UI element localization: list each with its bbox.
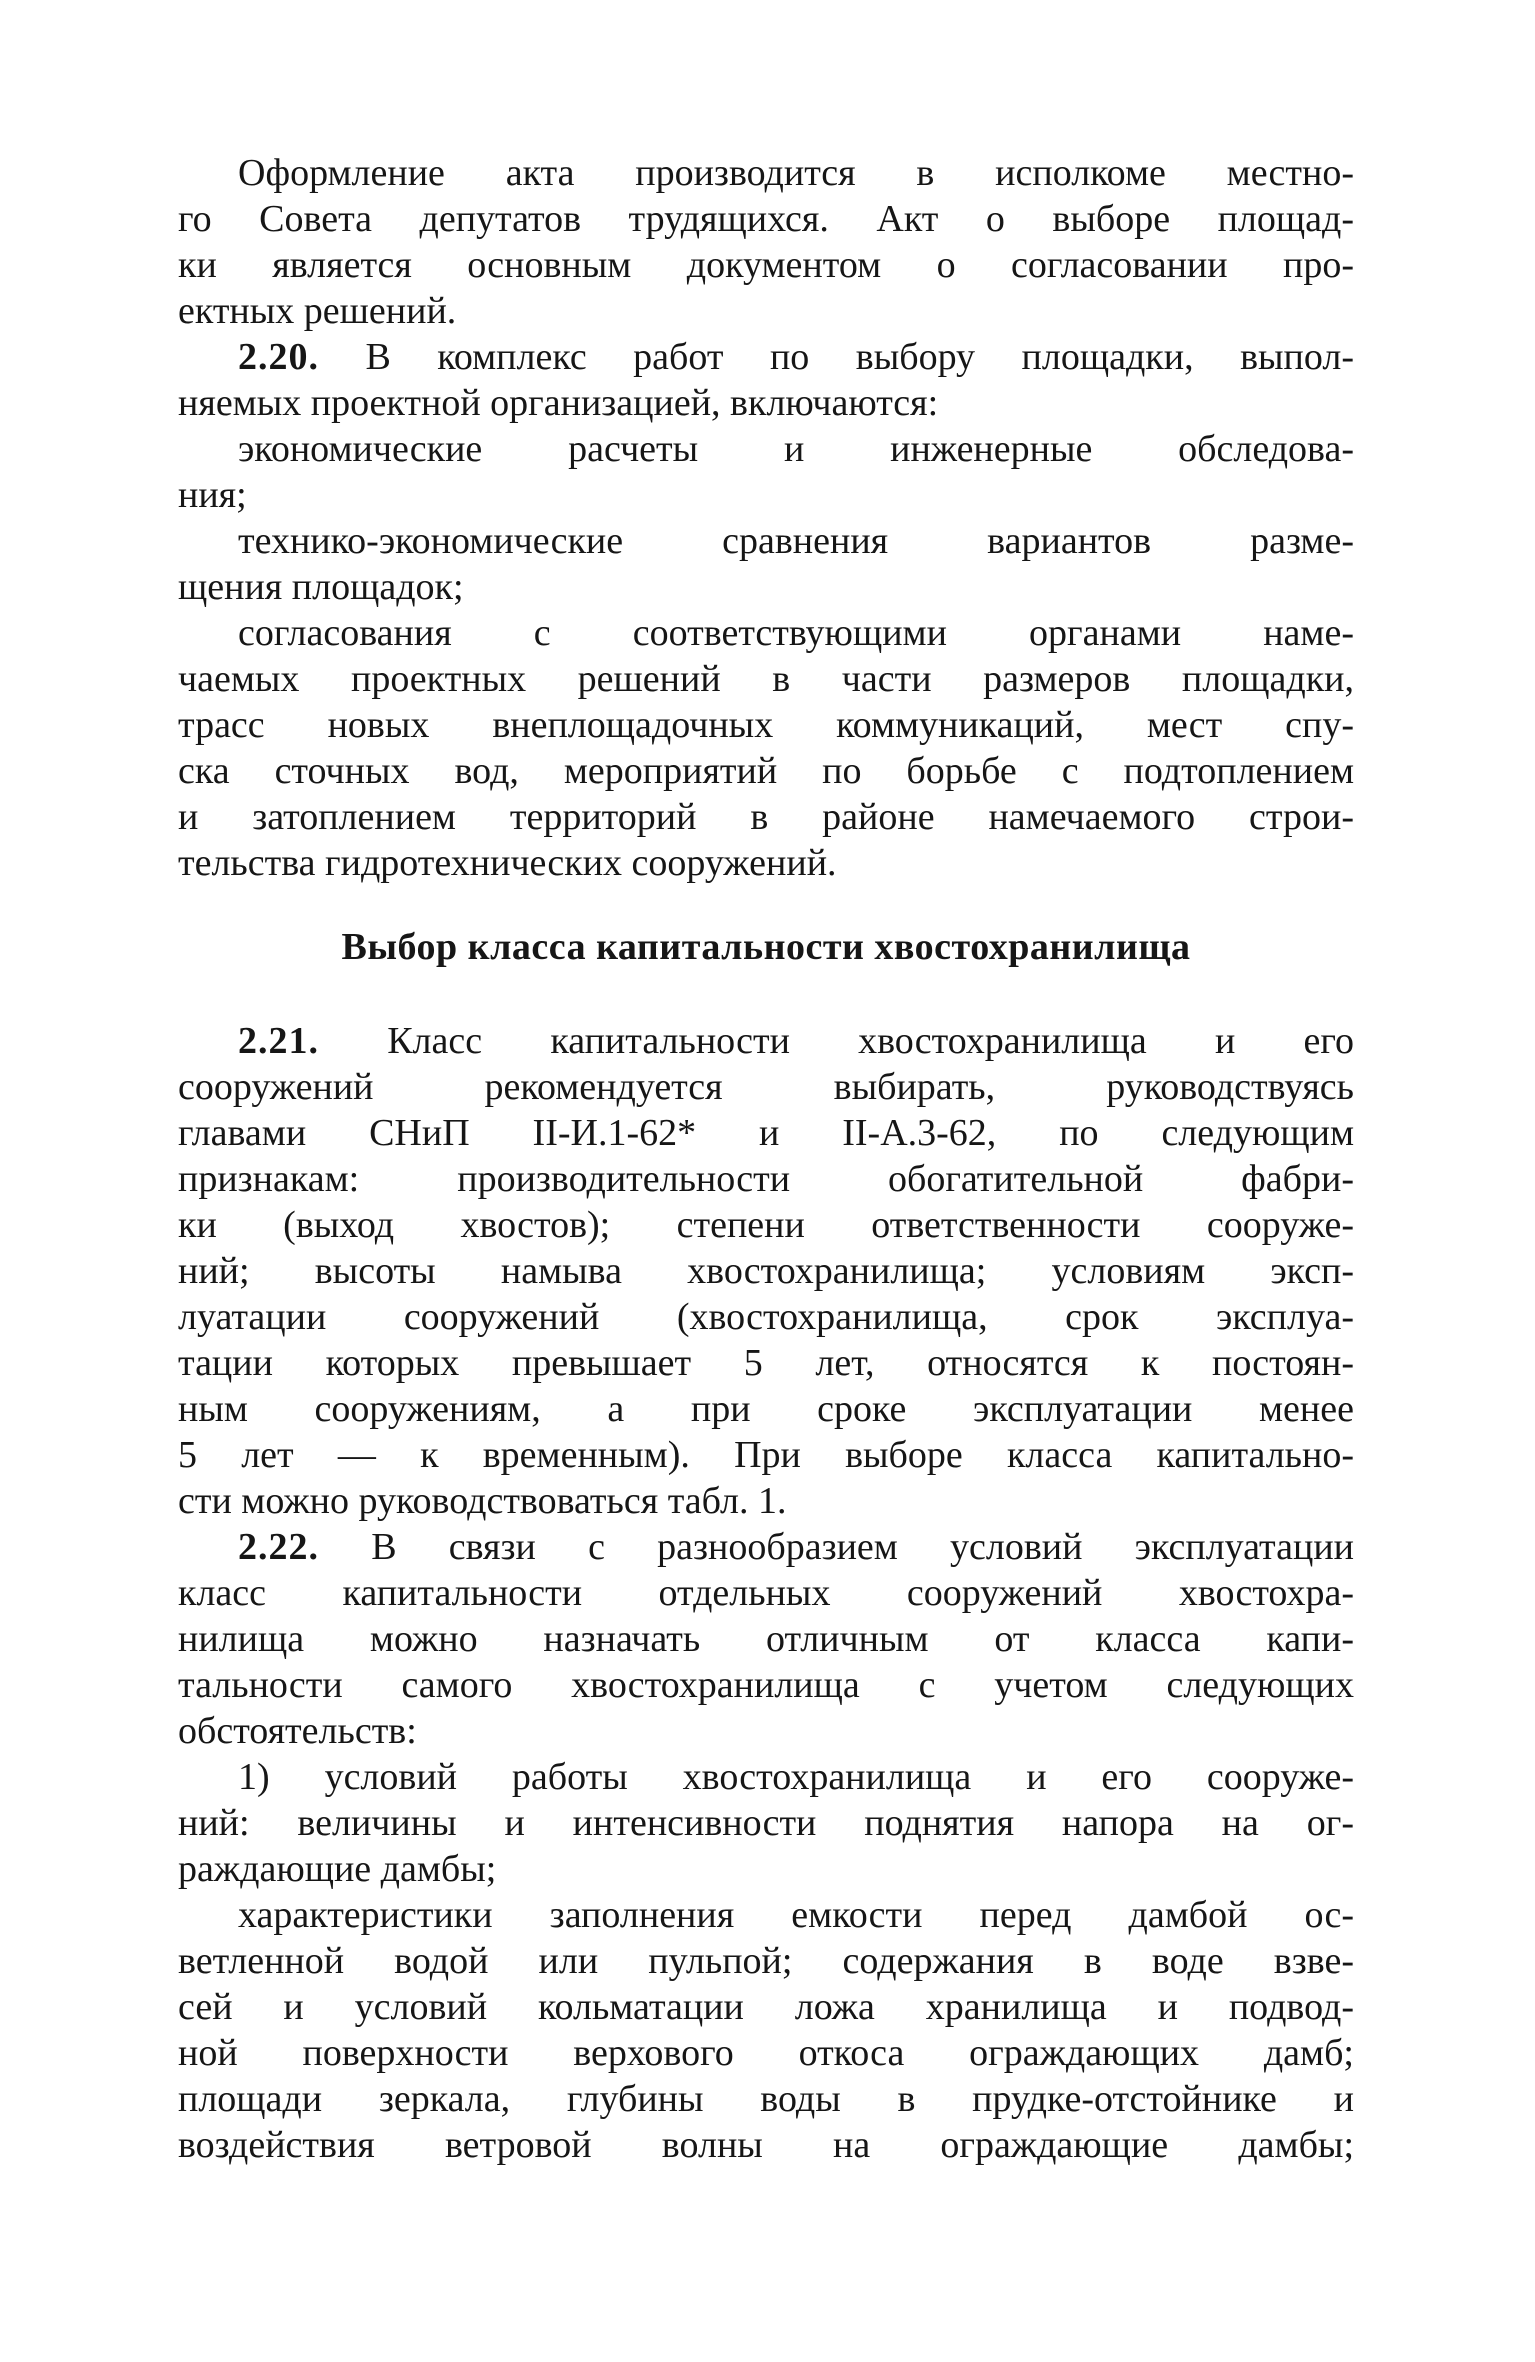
text-line: го Совета депутатов трудящихся. Акт о выборе площад- [178, 198, 1354, 240]
text-line: чаемых проектных решений в части размеров площадки, [178, 658, 1354, 700]
text-line: сей и условий кольматации ложа хранилища и подвод- [178, 1986, 1354, 2028]
text-line: признакам: производительности обогатительной фабри- [178, 1158, 1354, 1200]
text-line: луатации сооружений (хвостохранилища, срок эксплуа- [178, 1296, 1354, 1338]
text-line: 2.22. В связи с разнообразием условий эксплуатации [238, 1526, 1354, 1568]
text-line: обстоятельств: [178, 1710, 417, 1752]
text-line: воздействия ветровой волны на ограждающие дамбы; [178, 2124, 1354, 2166]
text-line: ска сточных вод, мероприятий по борьбе с подтоплением [178, 750, 1354, 792]
text-line: 2.21. Класс капитальности хвостохранилища и его [238, 1020, 1354, 1062]
text-line: класс капитальности отдельных сооружений хвостохра- [178, 1572, 1354, 1614]
text-block-lower [178, 1018, 1354, 2168]
text-line: сооружений рекомендуется выбирать, руководствуясь [178, 1066, 1354, 1108]
text-line: няемых проектной организацией, включаются: [178, 382, 939, 424]
text-line: ной поверхности верхового откоса ограждающих дамб; [178, 2032, 1354, 2074]
text-line: 5 лет — к временным). При выборе класса капитально- [178, 1434, 1354, 1476]
text-line: характеристики заполнения емкости перед дамбой ос- [238, 1894, 1354, 1936]
text-line: ектных решений. [178, 290, 457, 332]
text-line: экономические расчеты и инженерные обследова- [238, 428, 1354, 470]
text-line: тации которых превышает 5 лет, относятся к постоян- [178, 1342, 1354, 1384]
text-line: согласования с соответствующими органами наме- [238, 612, 1354, 654]
clause-number: 2.21. [238, 1020, 319, 1062]
text-line: нилища можно назначать отличным от класса капи- [178, 1618, 1354, 1660]
text-line: главами СНиП II-И.1-62* и II-А.3-62, по следующим [178, 1112, 1354, 1154]
text-line: ки является основным документом о согласовании про- [178, 244, 1354, 286]
text-column [178, 150, 1354, 2168]
text-line: щения площадок; [178, 566, 464, 608]
text-line: 2.20. В комплекс работ по выбору площадки, выпол- [238, 336, 1354, 378]
clause-number: 2.22. [238, 1526, 319, 1568]
clause-number: 2.20. [238, 336, 319, 378]
text-line: площади зеркала, глубины воды в прудке-отстойнике и [178, 2078, 1354, 2120]
text-line: тальности самого хвостохранилища с учетом следующих [178, 1664, 1354, 1706]
text-line: ветленной водой или пульпой; содержания в воде взве- [178, 1940, 1354, 1982]
text-line: Оформление акта производится в исполкоме местно- [238, 152, 1354, 194]
text-line: сти можно руководствоваться табл. 1. [178, 1480, 787, 1522]
text-line: и затоплением территорий в районе намечаемого строи- [178, 796, 1354, 838]
text-line: трасс новых внеплощадочных коммуникаций, мест спу- [178, 704, 1354, 746]
text-line: 1) условий работы хвостохранилища и его сооруже- [238, 1756, 1354, 1798]
text-line: ным сооружениям, а при сроке эксплуатации менее [178, 1388, 1354, 1430]
text-line: ний: величины и интенсивности поднятия напора на ог- [178, 1802, 1354, 1844]
text-line: раждающие дамбы; [178, 1848, 497, 1890]
text-line: ния; [178, 474, 247, 516]
text-line: технико-экономические сравнения вариантов разме- [238, 520, 1354, 562]
text-line: тельства гидротехнических сооружений. [178, 842, 837, 884]
section-heading: Выбор класса капитальности хвостохранилища [341, 926, 1191, 968]
text-line: ки (выход хвостов); степени ответственности сооруже- [178, 1204, 1354, 1246]
text-block-upper [178, 150, 1354, 886]
text-line: ний; высоты намыва хвостохранилища; условиям эксп- [178, 1250, 1354, 1292]
